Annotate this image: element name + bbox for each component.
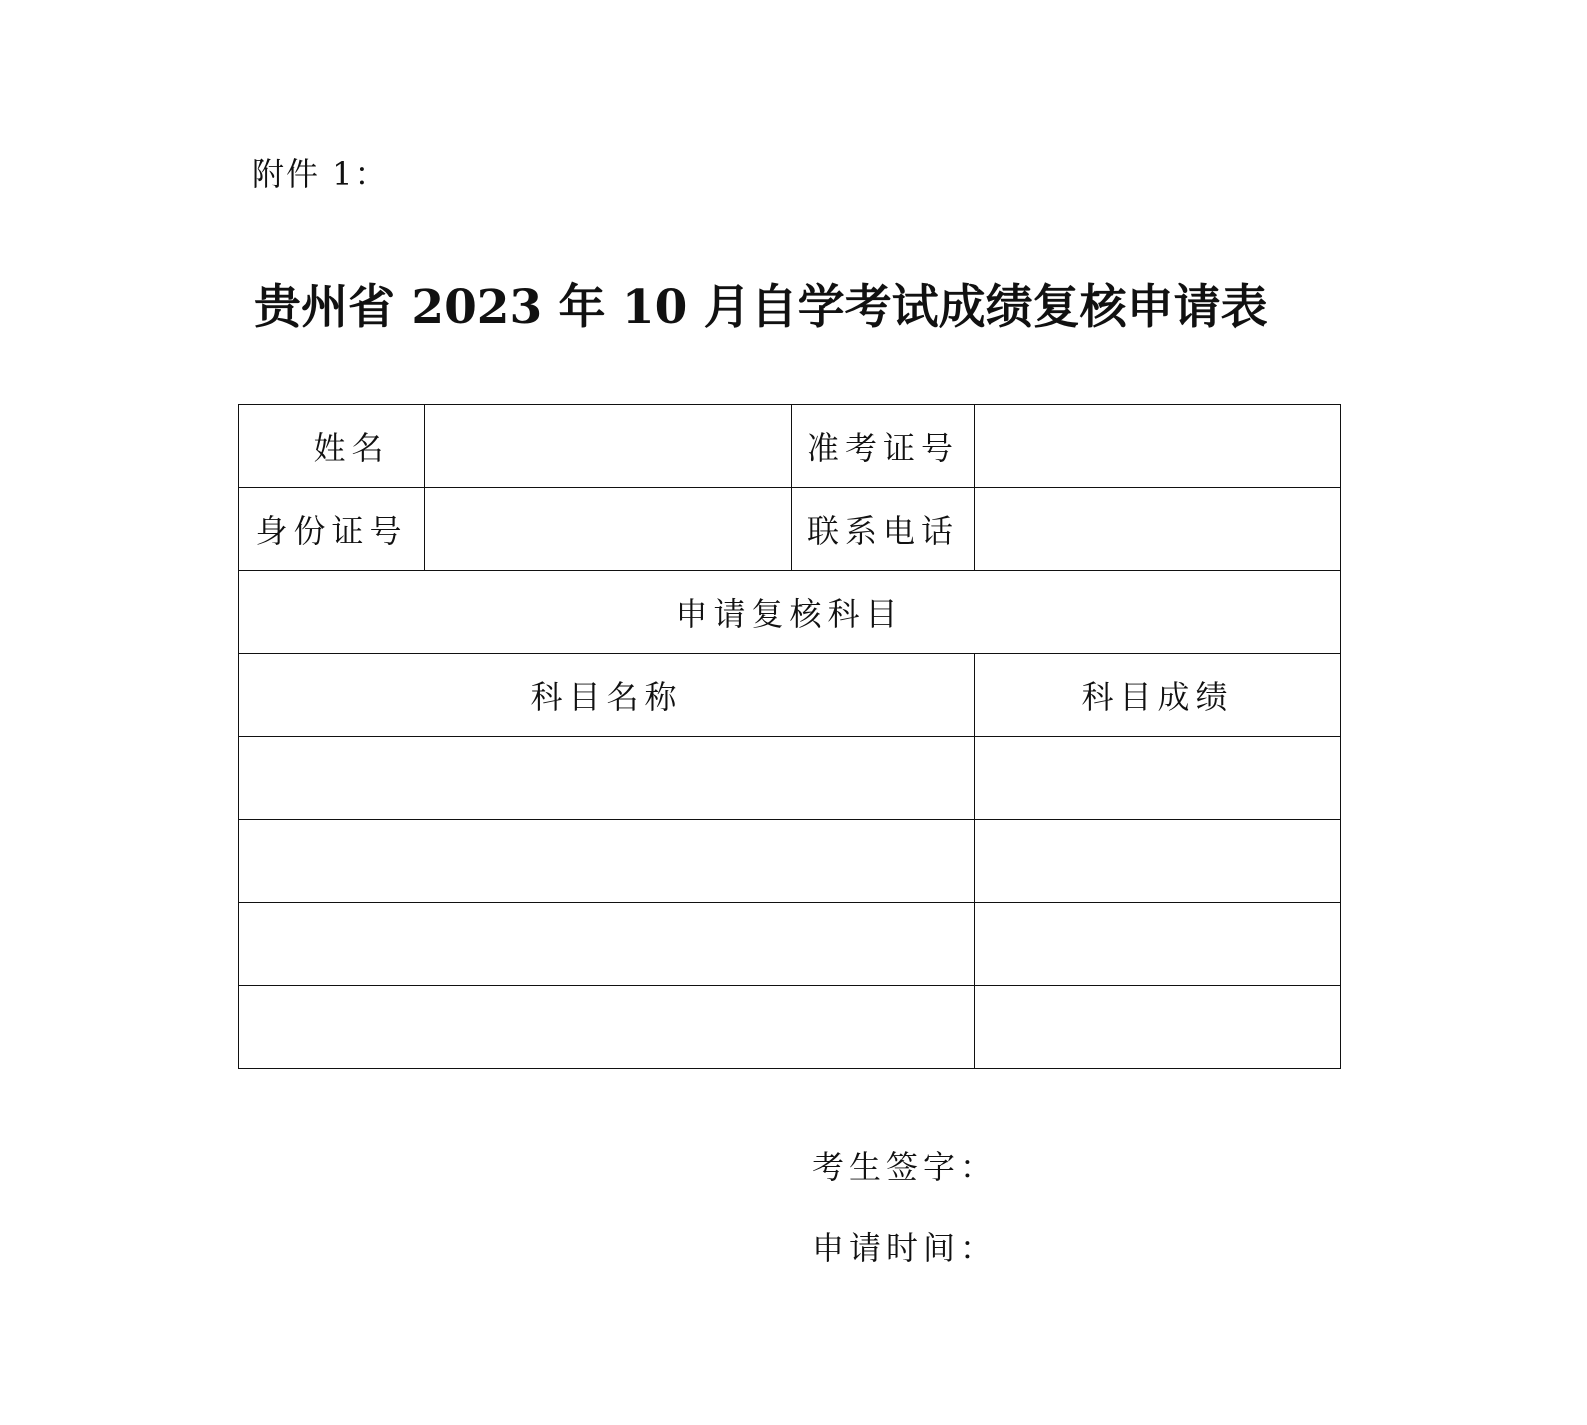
page-title: 贵州省 2023 年 10 月自学考试成绩复核申请表 [254, 280, 1268, 335]
exam-id-label: 准考证号 [792, 405, 975, 488]
subject-score-cell[interactable] [975, 986, 1341, 1069]
phone-field[interactable] [975, 488, 1341, 571]
attachment-label: 附件 1： [252, 155, 389, 193]
phone-label: 联系电话 [792, 488, 975, 571]
application-date-label: 申请时间： [812, 1229, 998, 1267]
table-row [239, 820, 1341, 903]
id-card-label: 身份证号 [239, 488, 425, 571]
form-row-headers [239, 654, 1341, 737]
subject-score-cell[interactable] [975, 903, 1341, 986]
subject-name-header: 科目名称 [239, 654, 975, 737]
name-field[interactable] [425, 405, 792, 488]
form-row-name [239, 405, 1341, 488]
subject-name-cell[interactable] [239, 737, 975, 820]
table-row [239, 986, 1341, 1069]
subject-score-cell[interactable] [975, 737, 1341, 820]
form-row-section [239, 571, 1341, 654]
section-title: 申请复核科目 [239, 571, 1341, 654]
id-card-field[interactable] [425, 488, 792, 571]
table-row [239, 737, 1341, 820]
subject-name-cell[interactable] [239, 986, 975, 1069]
subject-score-cell[interactable] [975, 820, 1341, 903]
name-label: 姓名 [239, 405, 425, 488]
subject-score-header: 科目成绩 [975, 654, 1341, 737]
signature-label: 考生签字： [812, 1148, 998, 1186]
application-form-table [238, 404, 1341, 1069]
exam-id-field[interactable] [975, 405, 1341, 488]
subject-name-cell[interactable] [239, 820, 975, 903]
subject-name-cell[interactable] [239, 903, 975, 986]
form-row-id [239, 488, 1341, 571]
table-row [239, 903, 1341, 986]
